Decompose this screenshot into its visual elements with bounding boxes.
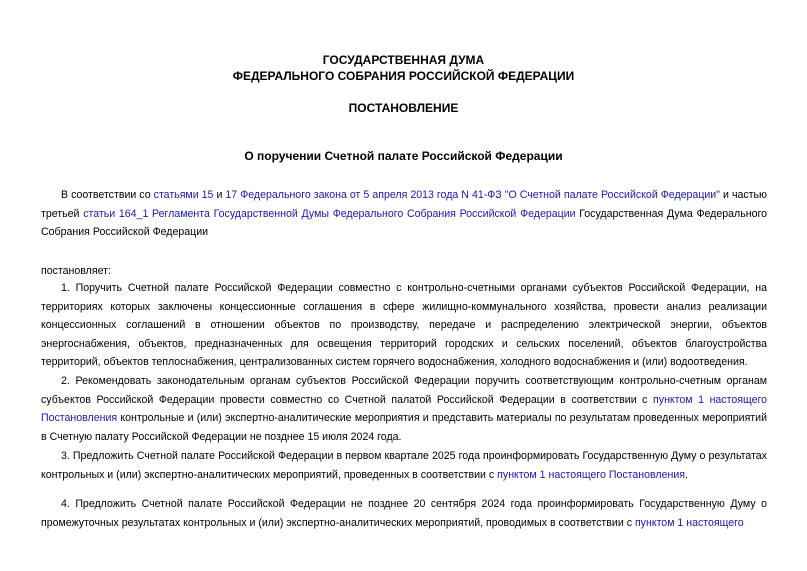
resolves-label: постановляет: — [41, 265, 111, 277]
item-4-paragraph — [41, 495, 767, 532]
item-3-text-1: 3. Предложить Счетной палате Российской Федерации в первом квартале 2025 года проинформировать Государственную Думу о результатах контрольных и (или) экспертно-аналитических мероприятий, проведенных в соответствии с — [41, 450, 767, 481]
link-federal-law-41fz[interactable]: 17 Федерального закона от 5 апреля 2013 года N 41-ФЗ "О Счетной палате Российской Федерации" — [225, 189, 720, 201]
link-item-4-point-1[interactable]: пунктом 1 настоящего — [634, 516, 744, 529]
item-2-text-2: контрольные и (или) экспертно-аналитические мероприятия и представить материалы по результатам проведенных мероприятий в Счетную палату Российской Федерации не позднее 15 июля 2024 года. — [41, 412, 767, 443]
intro-text-2: и — [213, 189, 226, 201]
link-articles-15[interactable]: статьями 15 — [153, 189, 214, 201]
item-3-text-2: . — [684, 468, 688, 481]
org-name-line1: ГОСУДАРСТВЕННАЯ ДУМА — [322, 53, 485, 67]
document-title: О поручении Счетной палате Российской Федерации — [244, 149, 563, 163]
item-4-text-1: 4. Предложить Счетной палате Российской Федерации не позднее 20 сентября 2024 года проинформировать Государственную Думу о промежуточных результатах контрольных и (или) экспертно-аналитических мероприятий, проводимых в соответствии с — [41, 498, 767, 529]
intro-text-1: В соответствии со — [61, 189, 154, 201]
item-1-paragraph: 1. Поручить Счетной палате Российской Федерации совместно с контрольно-счетными органами субъектов Российской Федерации, на территориях которых заключены концессионные соглашения в сфере жилищно-коммунального хозяйства, провести анализ реализации концессионных соглашений в отношении объектов по производству, передаче и распределению электрической энергии, объектов энергоснабжения, объектов, предназначенных для освещения территорий городских и сельских поселений, объектов благоустройства территорий, объектов теплоснабжения, централизованных систем горячего водоснабжения, холодного водоснабжения и (или) водоотведения. — [41, 282, 767, 369]
intro-text-4: Государственная Дума Федерального Собрания Российской Федерации — [41, 207, 767, 239]
intro-text-3: и частью третьей — [41, 189, 767, 220]
document-type: ПОСТАНОВЛЕНИЕ — [348, 101, 459, 115]
item-2-text-1: 2. Рекомендовать законодательным органам субъектов Российской Федерации поручить соответствующим контрольно-счетным органам субъектов Российской Федерации провести совместно со Счетной палатой Российской Федерации в соответствии с — [41, 375, 767, 406]
link-article-164-1-reglament[interactable]: статьи 164_1 Регламента Государственной Думы Федерального Собрания Российской Федерации — [83, 207, 576, 220]
link-item-3-point-1[interactable]: пунктом 1 настоящего Постановления — [497, 468, 685, 481]
item-3-paragraph — [41, 447, 767, 484]
intro-paragraph — [41, 186, 767, 242]
link-item-2-point-1[interactable]: пунктом 1 настоящего Постановления — [41, 393, 767, 425]
org-name-line2: ФЕДЕРАЛЬНОГО СОБРАНИЯ РОССИЙСКОЙ ФЕДЕРАЦИИ — [232, 69, 575, 83]
item-2-paragraph — [41, 372, 767, 446]
